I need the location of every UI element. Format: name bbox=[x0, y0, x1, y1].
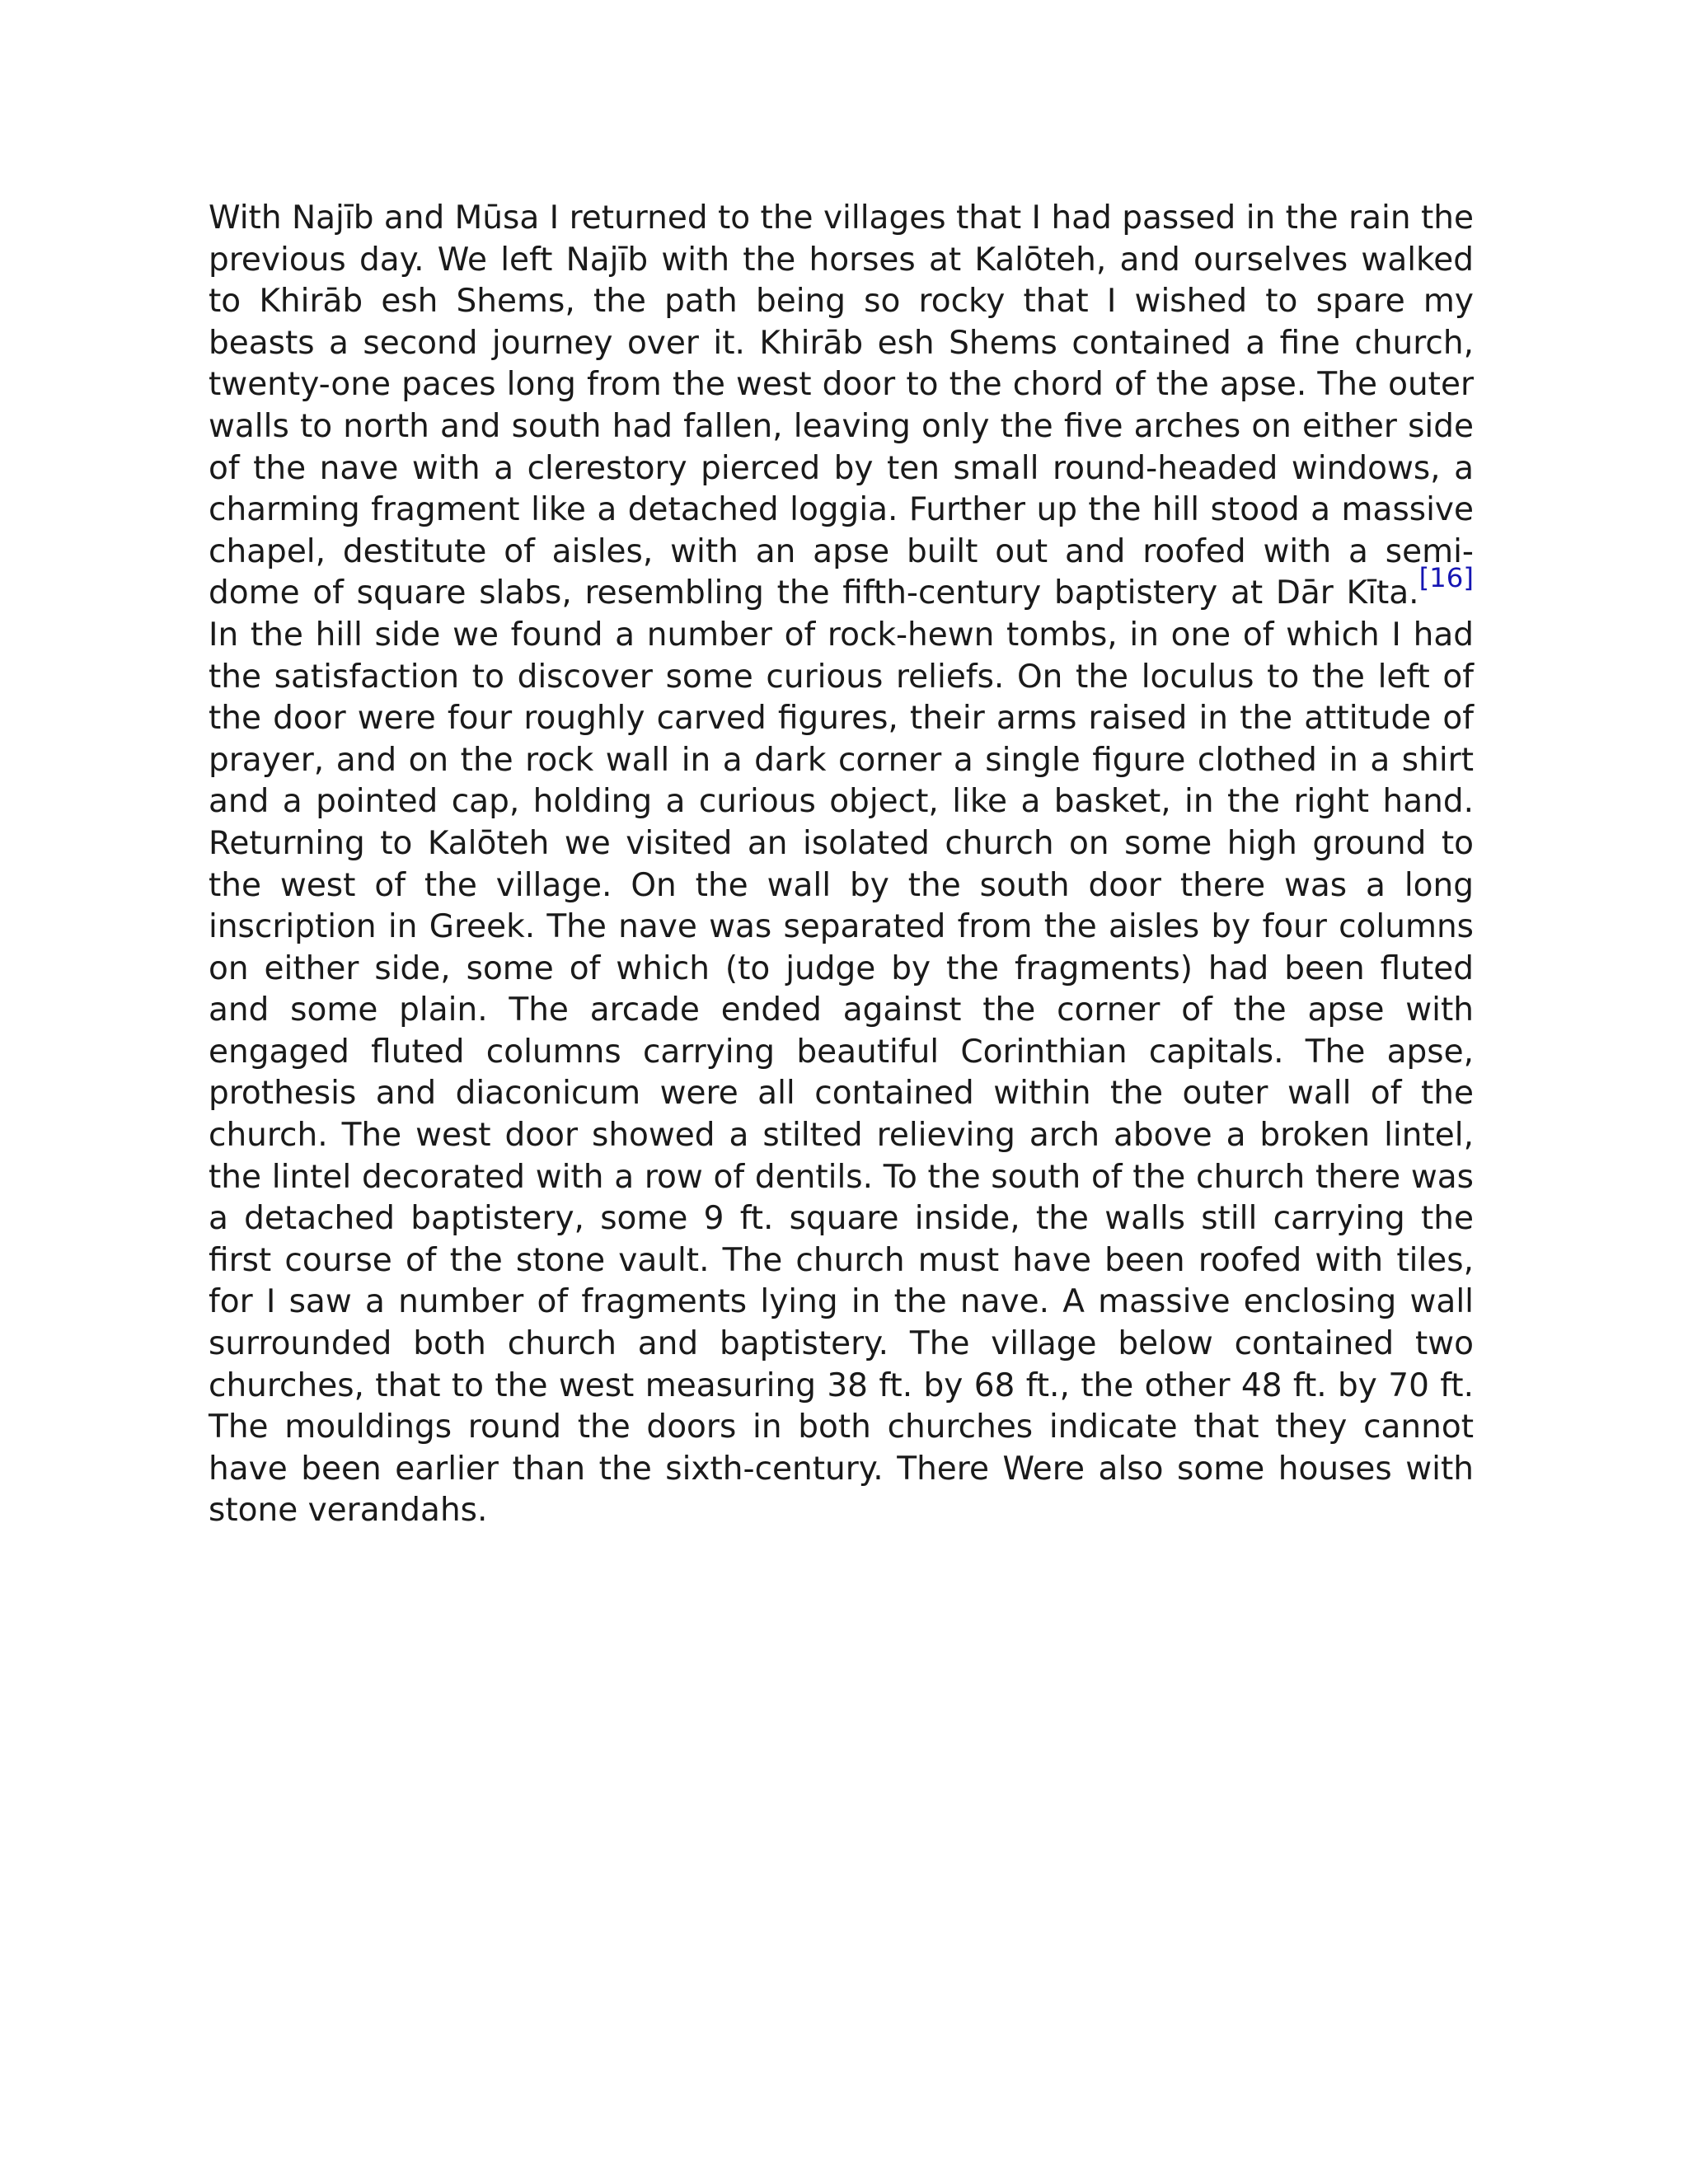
paragraph-text-end: In the hill side we found a number of rock-hewn tombs, in one of which I had the satisfaction to discover some curious reliefs. On the loculus to the left of the door were four roughly carved figures, their arms raised in the attitude of prayer, and on the rock wall in a dark corner a single figure clothed in a shirt and a pointed cap, holding a curious object, like a basket, in the right hand. Returning to Kalōteh we visited an isolated church on some high ground to the west of the village. On the wall by the south door there was a long inscription in Greek. The nave was separated from the aisles by four columns on either side, some of which (to judge by the fragments) had been fluted and some plain. The arcade ended against the corner of the apse with engaged fluted columns carrying beautiful Corinthian capitals. The apse, prothesis and diaconicum were all contained within the outer wall of the church. The west door showed a stilted relieving arch above a broken lintel, the lintel decorated with a row of dentils. To the south of the church there was a detached baptistery, some 9 ft. square inside, the walls still carrying the first course of the stone vault. The church must have been roofed with tiles, for I saw a number of fragments lying in the nave. A massive enclosing wall surrounded both church and baptistery. The village below contained two churches, that to the west measuring 38 ft. by 68 ft., the other 48 ft. by 70 ft. The mouldings round the doors in both churches indicate that they cannot have been earlier than the sixth-century. There Were also some houses with stone verandahs. bbox=[209, 616, 1474, 1530]
footnote-link-16[interactable]: [16] bbox=[1418, 562, 1474, 594]
paragraph-text-start: With Najīb and Mūsa I returned to the villages that I had passed in the rain the previous day. We left Najīb with the horses at Kalōteh, and ourselves walked to Khirāb esh Shems, the path being so rocky that I wished to spare my beasts a second journey over it. Khirāb esh Shems contained a fine church, twenty-one paces long from the west door to the chord of the apse. The outer walls to north and south had fallen, leaving only the five arches on either side of the nave with a clerestory pierced by ten small round-headed windows, a charming fragment like a detached loggia. Further up the hill stood a massive chapel, destitute of aisles, with an apse built out and roofed with a semi-dome of square slabs, resembling the fifth-century baptistery at Dār Kīta. bbox=[209, 199, 1474, 612]
document-page bbox=[209, 198, 1474, 1532]
body-paragraph bbox=[209, 198, 1474, 1532]
